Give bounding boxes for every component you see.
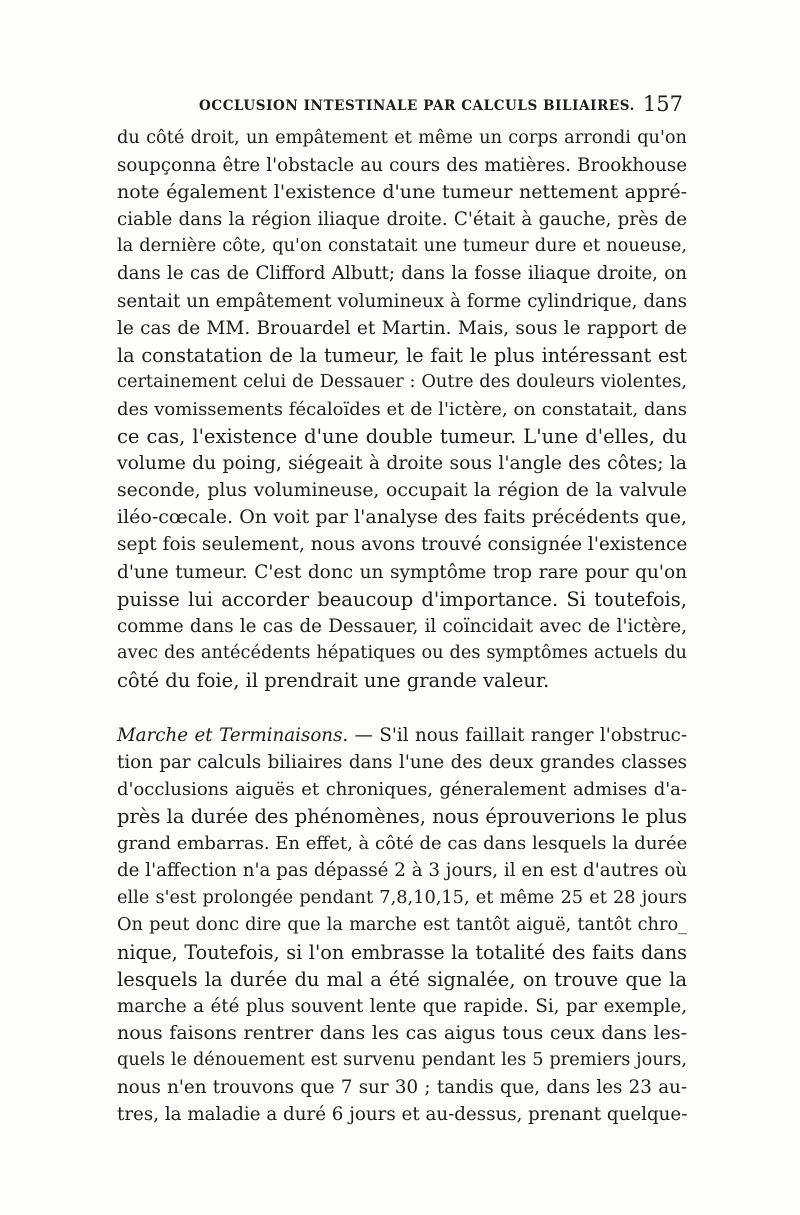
text-line: de l'affection n'a pas dépassé 2 à 3 jours, il en est d'autres où bbox=[117, 860, 688, 882]
text-line: tres, la maladie a duré 6 jours et au-dessus, prenant quelque- bbox=[117, 1104, 688, 1126]
text-line: lesquels la durée du mal a été signalée, on trouve que la bbox=[117, 967, 687, 991]
text-line: d'occlusions aiguës et chroniques, géneralement admises d'a- bbox=[117, 779, 687, 801]
text-line-first bbox=[117, 722, 687, 749]
text-line: côté du foie, il prendrait une grande valeur. bbox=[117, 668, 550, 692]
text-line: nique, Toutefois, si l'on embrasse la totalité des faits dans bbox=[117, 940, 687, 964]
text-line: avec des antécédents hépatiques ou des symptômes actuels du bbox=[117, 642, 687, 663]
text-line: ciable dans la région iliaque droite. C'était à gauche, près de bbox=[117, 209, 687, 231]
text-line: comme dans le cas de Dessauer, il coïncidait avec de l'ictère, bbox=[117, 615, 687, 637]
page-number: 157 bbox=[642, 92, 683, 116]
text-line: nous faisons rentrer dans les cas aigus tous ceux dans les- bbox=[117, 1022, 687, 1044]
body-text bbox=[117, 125, 687, 1128]
text-line: iléo-cœcale. On voit par l'analyse des faits précédents que, bbox=[117, 506, 687, 529]
text-line: On peut donc dire que la marche est tantôt aiguë, tantôt chro_ bbox=[117, 914, 687, 935]
text-line: soupçonna être l'obstacle au cours des matières. Brookhouse bbox=[117, 155, 687, 177]
text-line: elle s'est prolongée pendant 7,8,10,15, et même 25 et 28 jours bbox=[117, 887, 687, 908]
paragraph-tumeur bbox=[117, 125, 687, 694]
text-line: dans le cas de Clifford Albutt; dans la fosse iliaque droite, on bbox=[117, 263, 687, 285]
text-line: des vomissements fécaloïdes et de l'ictère, on constatait, dans bbox=[117, 398, 687, 420]
text-line: volume du poing, siégeait à droite sous l'angle des côtes; la bbox=[117, 453, 687, 475]
paragraph-marche bbox=[117, 722, 687, 1128]
running-head: OCCLUSION INTESTINALE PAR CALCULS BILIAIRES. bbox=[199, 98, 635, 114]
text-line: sept fois seulement, nous avons trouvé consignée l'existence bbox=[117, 534, 688, 556]
text-line: nous n'en trouvons que 7 sur 30 ; tandis que, dans les 23 au- bbox=[117, 1077, 687, 1099]
text-line: seconde, plus volumineuse, occupait la région de la valvule bbox=[117, 480, 687, 502]
paragraph-gap bbox=[117, 694, 687, 722]
text-line: grand embarras. En effet, à côté de cas dans lesquels la durée bbox=[117, 833, 688, 855]
text-line: puisse lui accorder beaucoup d'importance. Si toutefois, bbox=[117, 587, 687, 611]
text-line: quels le dénouement est survenu pendant les 5 premiers jours, bbox=[117, 1050, 687, 1071]
text-line: du côté droit, un empâtement et même un corps arrondi qu'on bbox=[117, 128, 687, 148]
text-line: la constatation de la tumeur, le fait le plus intéressant est bbox=[117, 343, 687, 367]
text-line: près la durée des phénomènes, nous éprouverions le plus bbox=[117, 805, 687, 829]
text-line: ce cas, l'existence d'une double tumeur. L'une d'elles, du bbox=[117, 425, 687, 449]
text-line: certainement celui de Dessauer : Outre des douleurs violentes, bbox=[117, 371, 687, 392]
text-line: la dernière côte, qu'on constatait une tumeur dure et noueuse, bbox=[117, 236, 687, 257]
text-line-rest: — S'il nous faillait ranger l'obstruc- bbox=[348, 724, 687, 746]
text-line: marche a été plus souvent lente que rapide. Si, par exemple, bbox=[117, 995, 687, 1017]
text-line: d'une tumeur. C'est donc un symptôme trop rare pour qu'on bbox=[117, 561, 687, 583]
text-line: tion par calculs biliaires dans l'une des deux grandes classes bbox=[117, 752, 687, 774]
page-header bbox=[117, 92, 687, 122]
text-line: note également l'existence d'une tumeur nettement appré- bbox=[117, 181, 687, 204]
text-line: le cas de MM. Brouardel et Martin. Mais, sous le rapport de bbox=[117, 317, 687, 339]
text-line: sentait un empâtement volumineux à forme cylindrique, dans bbox=[117, 290, 687, 312]
section-heading: Marche et Terminaisons. bbox=[117, 724, 349, 746]
